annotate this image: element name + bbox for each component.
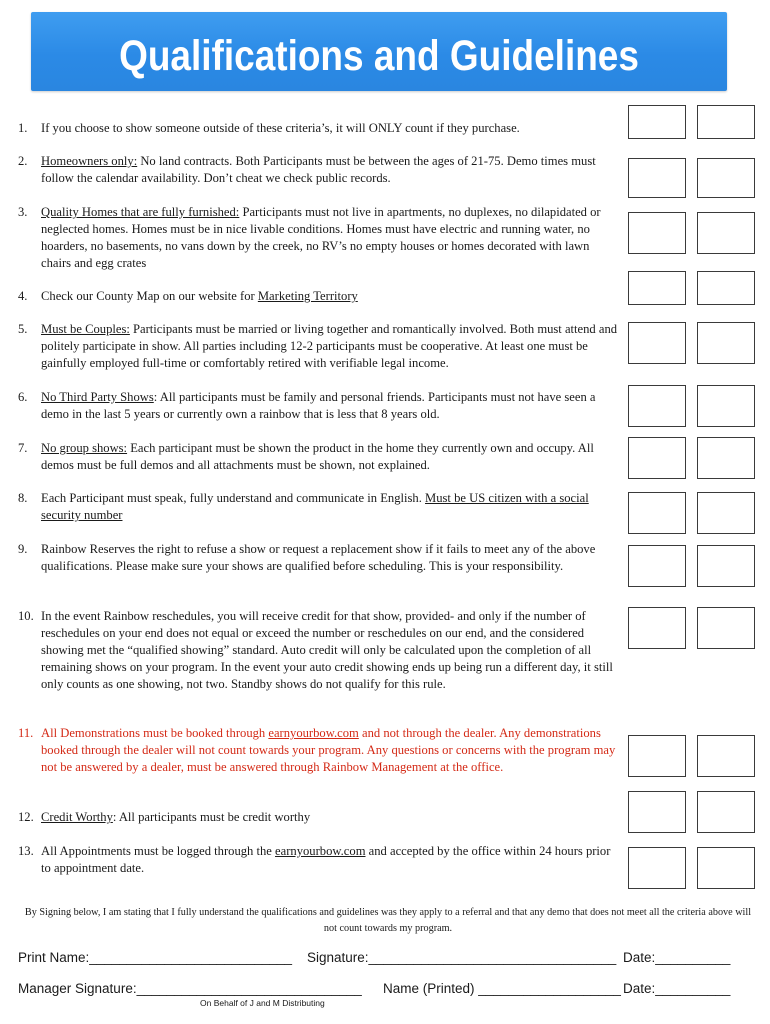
guideline-item-12 xyxy=(18,809,618,826)
item-text xyxy=(41,288,618,305)
guideline-item-10 xyxy=(18,608,618,693)
initial-box-11a[interactable] xyxy=(628,735,686,777)
item-text xyxy=(41,809,618,826)
text-segment: If you choose to show someone outside of these criteria’s, it will ONLY count if they purchase. xyxy=(41,121,520,135)
item-number: 13. xyxy=(18,844,34,858)
text-segment: Each Participant must speak, fully understand and communicate in English. xyxy=(41,491,426,505)
item-text xyxy=(41,843,618,877)
text-segment: Check our County Map on our website for xyxy=(41,289,258,303)
underlined-text: Must be Couples: xyxy=(41,322,130,336)
initial-box-11b[interactable] xyxy=(697,735,755,777)
initial-box-4a[interactable] xyxy=(628,271,686,305)
initial-box-5a[interactable] xyxy=(628,322,686,364)
initial-box-1b[interactable] xyxy=(697,105,755,139)
item-text xyxy=(41,541,618,575)
guideline-item-1 xyxy=(18,120,618,137)
guideline-item-11 xyxy=(18,725,618,776)
item-number: 6. xyxy=(18,390,28,404)
signature-field[interactable]: Signature:_________________________________ xyxy=(307,950,617,965)
item-number: 5. xyxy=(18,322,28,336)
initial-box-13a[interactable] xyxy=(628,847,686,889)
item-text xyxy=(41,321,618,372)
guideline-item-9 xyxy=(18,541,618,575)
initial-box-10b[interactable] xyxy=(697,607,755,649)
item-number: 9. xyxy=(18,542,28,556)
acknowledgement-text: By Signing below, I am stating that I fully understand the qualifications and guidelines was they apply to a referral and that any demo that does not meet all the criteria above will not count towards my program. xyxy=(24,907,752,934)
underlined-text: earnyourbow.com xyxy=(275,844,366,858)
underlined-text: Credit Worthy xyxy=(41,810,113,824)
manager-signature-field[interactable]: Manager Signature:______________________________ xyxy=(18,981,362,996)
initial-box-4b[interactable] xyxy=(697,271,755,305)
guideline-item-7 xyxy=(18,440,618,474)
item-text xyxy=(41,440,618,474)
item-number: 8. xyxy=(18,491,28,505)
text-segment: All Appointments must be logged through the xyxy=(41,844,276,858)
text-segment: and accepted by the office within 24 hours prior to appointment date. xyxy=(41,844,611,875)
item-number: 2. xyxy=(18,154,28,168)
initial-box-7a[interactable] xyxy=(628,437,686,479)
text-segment: : All participants must be credit worthy xyxy=(112,810,311,824)
initial-box-3b[interactable] xyxy=(697,212,755,254)
initial-box-5b[interactable] xyxy=(697,322,755,364)
guideline-item-3 xyxy=(18,204,618,272)
item-number: 11. xyxy=(18,726,34,740)
name-printed-field[interactable]: Name (Printed) ___________________ xyxy=(383,981,621,996)
text-segment: Participants must be married or living together and romantically involved. Both must attend and politely participate in show. All parties including 12-2 participants must be cooperative. At least one must be gainfully employed full-time or comfortably retired with verifiable legal income. xyxy=(41,322,618,370)
item-number: 10. xyxy=(18,609,34,623)
guideline-item-2 xyxy=(18,153,618,187)
initial-box-8a[interactable] xyxy=(628,492,686,534)
guideline-item-5 xyxy=(18,321,618,372)
underlined-text: No group shows: xyxy=(41,441,128,455)
item-number: 1. xyxy=(18,121,28,135)
initial-box-1a[interactable] xyxy=(628,105,686,139)
item-text xyxy=(41,153,618,187)
item-number: 4. xyxy=(18,289,28,303)
initial-box-2a[interactable] xyxy=(628,158,686,198)
footer-text: On Behalf of J and M Distributing xyxy=(200,998,325,1008)
date-field-2[interactable]: Date:__________ xyxy=(623,981,731,996)
underlined-text: Homeowners only: xyxy=(41,154,138,168)
underlined-text: Must be US citizen with a social security number xyxy=(41,491,589,522)
guideline-item-13 xyxy=(18,843,618,877)
underlined-text: earnyourbow.com xyxy=(268,726,359,740)
item-text xyxy=(41,725,618,776)
text-segment: Participants must not live in apartments, no duplexes, no dilapidated or neglected homes. Homes must be in nice livable conditions. Homes must have electric and running water, no hoarders, no basements, no vans down by the creek, no RV’s no empty houses or homes decorated with lawn chairs and egg crates xyxy=(41,205,601,270)
print-name-field[interactable]: Print Name:___________________________ xyxy=(18,950,292,965)
page-title: Qualifications and Guidelines xyxy=(119,32,639,80)
text-segment: In the event Rainbow reschedules, you will receive credit for that show, provided- and only if the number of reschedules on your end does not equal or exceed the number or reschedules on our end, and the considered showing met the “qualified showing” standard. Auto credit will only be calculated upon the completion of all remaining shows on your program. In the event your auto credit showing ends up being run a different day, it still only counts as one showing, not two. Standby shows do not qualify for this rule. xyxy=(41,609,613,691)
title-banner xyxy=(31,12,727,91)
underlined-text: Marketing Territory xyxy=(257,289,358,303)
initial-box-10a[interactable] xyxy=(628,607,686,649)
item-text xyxy=(41,120,618,137)
guideline-item-6 xyxy=(18,389,618,423)
text-segment: : All participants must be family and personal friends. Participants must not have seen a demo in the last 5 years or currently own a rainbow that is less that 8 years old. xyxy=(41,390,596,421)
text-segment: No land contracts. Both Participants must be between the ages of 21-75. Demo times must follow the calendar availability. Don’t cheat we check public records. xyxy=(41,154,596,185)
item-number: 12. xyxy=(18,810,34,824)
initial-box-7b[interactable] xyxy=(697,437,755,479)
initial-box-9a[interactable] xyxy=(628,545,686,587)
initial-box-2b[interactable] xyxy=(697,158,755,198)
initial-box-3a[interactable] xyxy=(628,212,686,254)
item-number: 3. xyxy=(18,205,28,219)
initial-box-8b[interactable] xyxy=(697,492,755,534)
initial-box-6b[interactable] xyxy=(697,385,755,427)
underlined-text: No Third Party Shows xyxy=(41,390,154,404)
text-segment: Each participant must be shown the product in the home they currently own and occupy. All demos must be full demos and all attachments must be shown, not explained. xyxy=(41,441,594,472)
underlined-text: Quality Homes that are fully furnished: xyxy=(41,205,240,219)
item-number: 7. xyxy=(18,441,28,455)
item-text xyxy=(41,389,618,423)
guideline-item-8 xyxy=(18,490,618,524)
initial-box-6a[interactable] xyxy=(628,385,686,427)
guideline-item-4 xyxy=(18,288,618,305)
initial-box-9b[interactable] xyxy=(697,545,755,587)
initial-box-12a[interactable] xyxy=(628,791,686,833)
item-text xyxy=(41,490,618,524)
text-segment: and not through the dealer. Any demonstrations booked through the dealer will not count towards your program. Any questions or concerns with the program may not be answered by a dealer, must be answered through Rainbow Management at the office. xyxy=(41,726,616,774)
text-segment: Rainbow Reserves the right to refuse a show or request a replacement show if it fails to meet any of the above qualifications. Please make sure your shows are qualified before scheduling. This is your responsibility. xyxy=(41,542,596,573)
item-text xyxy=(41,204,618,272)
initial-box-12b[interactable] xyxy=(697,791,755,833)
text-segment: All Demonstrations must be booked through xyxy=(41,726,269,740)
item-text xyxy=(41,608,618,693)
initial-box-13b[interactable] xyxy=(697,847,755,889)
date-field-1[interactable]: Date:__________ xyxy=(623,950,731,965)
